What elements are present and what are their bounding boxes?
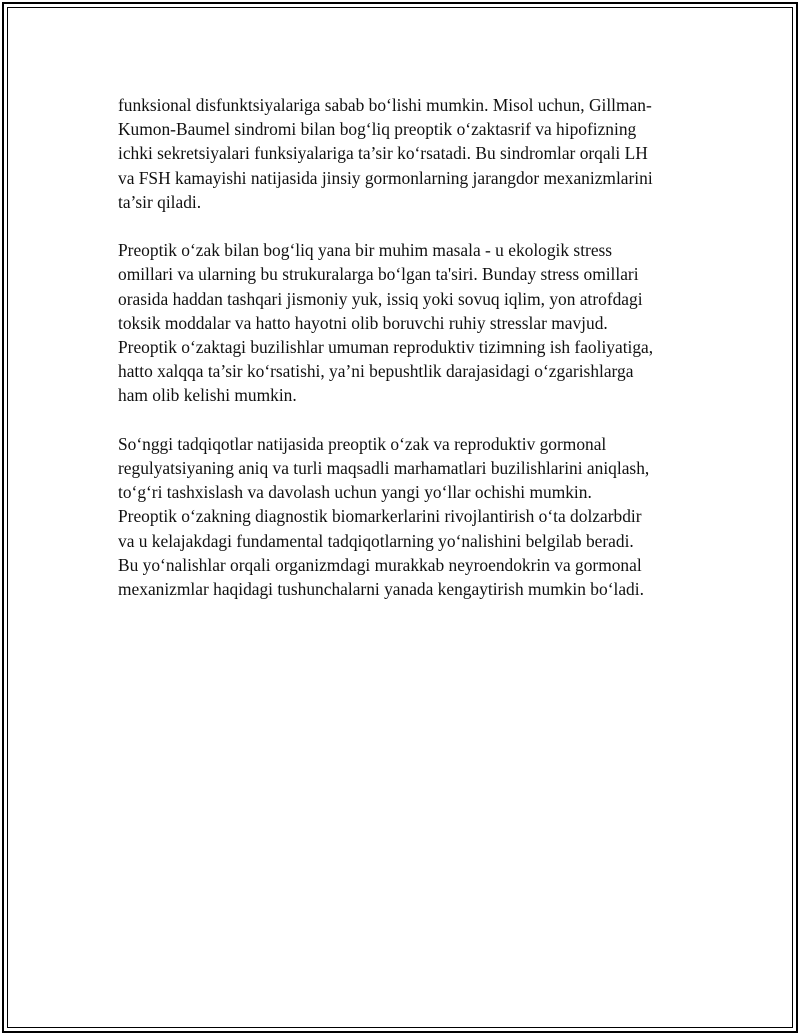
paragraph-3: So‘nggi tadqiqotlar natijasida preoptik o‘zak va reproduktiv gormonal regulyatsiyaning aniq va turli maqsadli marhamatlari buzilishlarini aniqlash, to‘g‘ri tashxislash va davolash uchun yangi yo‘llar ochishi mumkin. Preoptik o‘zakning diagnostik biomarkerlarini rivojlantirish o‘ta dolzarbdir va u kelajakdagi fundamental tadqiqotlarning yo‘nalishini belgilab beradi. Bu yo‘nalishlar orqali organizmdagi murakkab neyroendokrin va gormonal mexanizmlar haqidagi tushunchalarni yanada kengaytirish mumkin bo‘ladi.: [118, 433, 650, 600]
paragraph-1: funksional disfunktsiyalariga sabab bo‘lishi mumkin. Misol uchun, Gillman- Kumon-Baumel sindromi bilan bog‘liq preoptik o‘zaktasrif va hipofizning ichki sekretsiyalari funksiyalariga ta’sir ko‘rsatadi. Bu sindromlar orqali LH va FSH kamayishi natijasida jinsiy gormonlarning jarangdor mexanizmlarini ta’sir qiladi.: [118, 95, 653, 212]
document-body: [118, 93, 693, 625]
paragraph-2: Preoptik o‘zak bilan bog‘liq yana bir muhim masala - u ekologik stress omillari va ularning bu strukuralarga bo‘lgan ta'siri. Bunday stress omillari orasida haddan tashqari jismoniy yuk, issiq yoki sovuq iqlim, yon atrofdagi toksik moddalar va hatto hayotni olib boruvchi ruhiy stresslar mavjud. Preoptik o‘zaktagi buzilishlar umuman reproduktiv tizimning ish faoliyatiga, hatto xalqqa ta’sir ko‘rsatishi, ya’ni bepushtlik darajasidagi o‘zgarishlarga ham olib kelishi mumkin.: [118, 240, 654, 406]
